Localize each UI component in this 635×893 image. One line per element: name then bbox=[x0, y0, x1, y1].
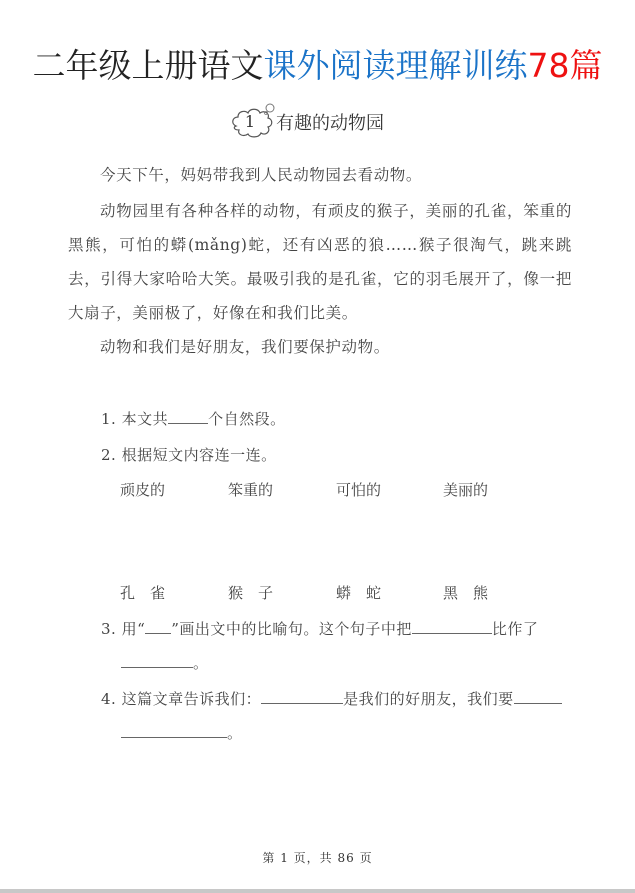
q1-answer-blank[interactable] bbox=[168, 409, 208, 424]
match-animal[interactable]: 蟒 蛇 bbox=[336, 584, 382, 602]
match-adjective[interactable]: 顽皮的 bbox=[120, 481, 166, 499]
q3-prefix: 3. 用“ bbox=[101, 620, 146, 638]
q4-friend-blank[interactable] bbox=[261, 689, 343, 704]
page-bottom-divider bbox=[0, 889, 635, 893]
paragraph-2: 动物园里有各种各样的动物，有顽皮的猴子，美丽的孔雀，笨重的黑熊，可怕的蟒(mǎng)蛇，还有凶恶的狼……猴子很淘气，跳来跳去，引得大家哈哈大笑。最吸引我的是孔雀，它的羽毛展开了，像一把大扇子，美丽极了，好像在和我们比美。 bbox=[68, 202, 572, 322]
paragraph-1: 今天下午，妈妈带我到人民动物园去看动物。 bbox=[100, 166, 423, 184]
title-part-grade: 二年级上册语文 bbox=[32, 46, 264, 85]
page-number: 第 1 页，共 86 页 bbox=[262, 851, 373, 865]
title-part-subject: 课外阅读理解训练 bbox=[263, 46, 528, 85]
title-part-count: 78篇 bbox=[527, 46, 603, 85]
q3-symbol-blank[interactable] bbox=[145, 619, 171, 634]
question-2: 2. 根据短文内容连一连。 bbox=[101, 446, 277, 464]
q4-middle: 是我们的好朋友，我们要 bbox=[343, 690, 514, 708]
match-animal[interactable]: 孔 雀 bbox=[120, 584, 166, 602]
question-3 bbox=[101, 618, 538, 639]
match-adjective[interactable]: 笨重的 bbox=[228, 481, 274, 499]
match-adjective[interactable]: 可怕的 bbox=[336, 481, 382, 499]
q3-subject-blank[interactable] bbox=[412, 619, 492, 634]
match-animal[interactable]: 黑 熊 bbox=[443, 584, 489, 602]
q3-end: 。 bbox=[193, 654, 209, 672]
lesson-title: 有趣的动物园 bbox=[276, 113, 384, 134]
match-adjective[interactable]: 美丽的 bbox=[443, 481, 489, 499]
cloud-badge-icon bbox=[230, 102, 274, 142]
document-title bbox=[0, 44, 635, 88]
q4-action-blank[interactable] bbox=[514, 689, 562, 704]
question-3-line-2 bbox=[121, 652, 209, 673]
q4-prefix: 4. 这篇文章告诉我们： bbox=[101, 690, 262, 708]
q1-prefix: 1. 本文共 bbox=[101, 410, 169, 428]
q3-object-blank[interactable] bbox=[121, 653, 193, 668]
lesson-number: 1 bbox=[244, 112, 256, 131]
q3-middle: ”画出文中的比喻句。这个句子中把 bbox=[171, 620, 412, 638]
question-4-line-2 bbox=[121, 722, 243, 743]
match-animal[interactable]: 猴 子 bbox=[228, 584, 274, 602]
lesson-header bbox=[230, 100, 384, 144]
question-4 bbox=[101, 688, 562, 709]
q4-action-blank-continued[interactable] bbox=[121, 723, 227, 738]
q3-suffix: 比作了 bbox=[491, 620, 539, 638]
q1-suffix: 个自然段。 bbox=[208, 410, 286, 428]
paragraph-3: 动物和我们是好朋友，我们要保护动物。 bbox=[100, 338, 390, 356]
q4-end: 。 bbox=[227, 724, 243, 742]
question-1 bbox=[101, 408, 286, 429]
